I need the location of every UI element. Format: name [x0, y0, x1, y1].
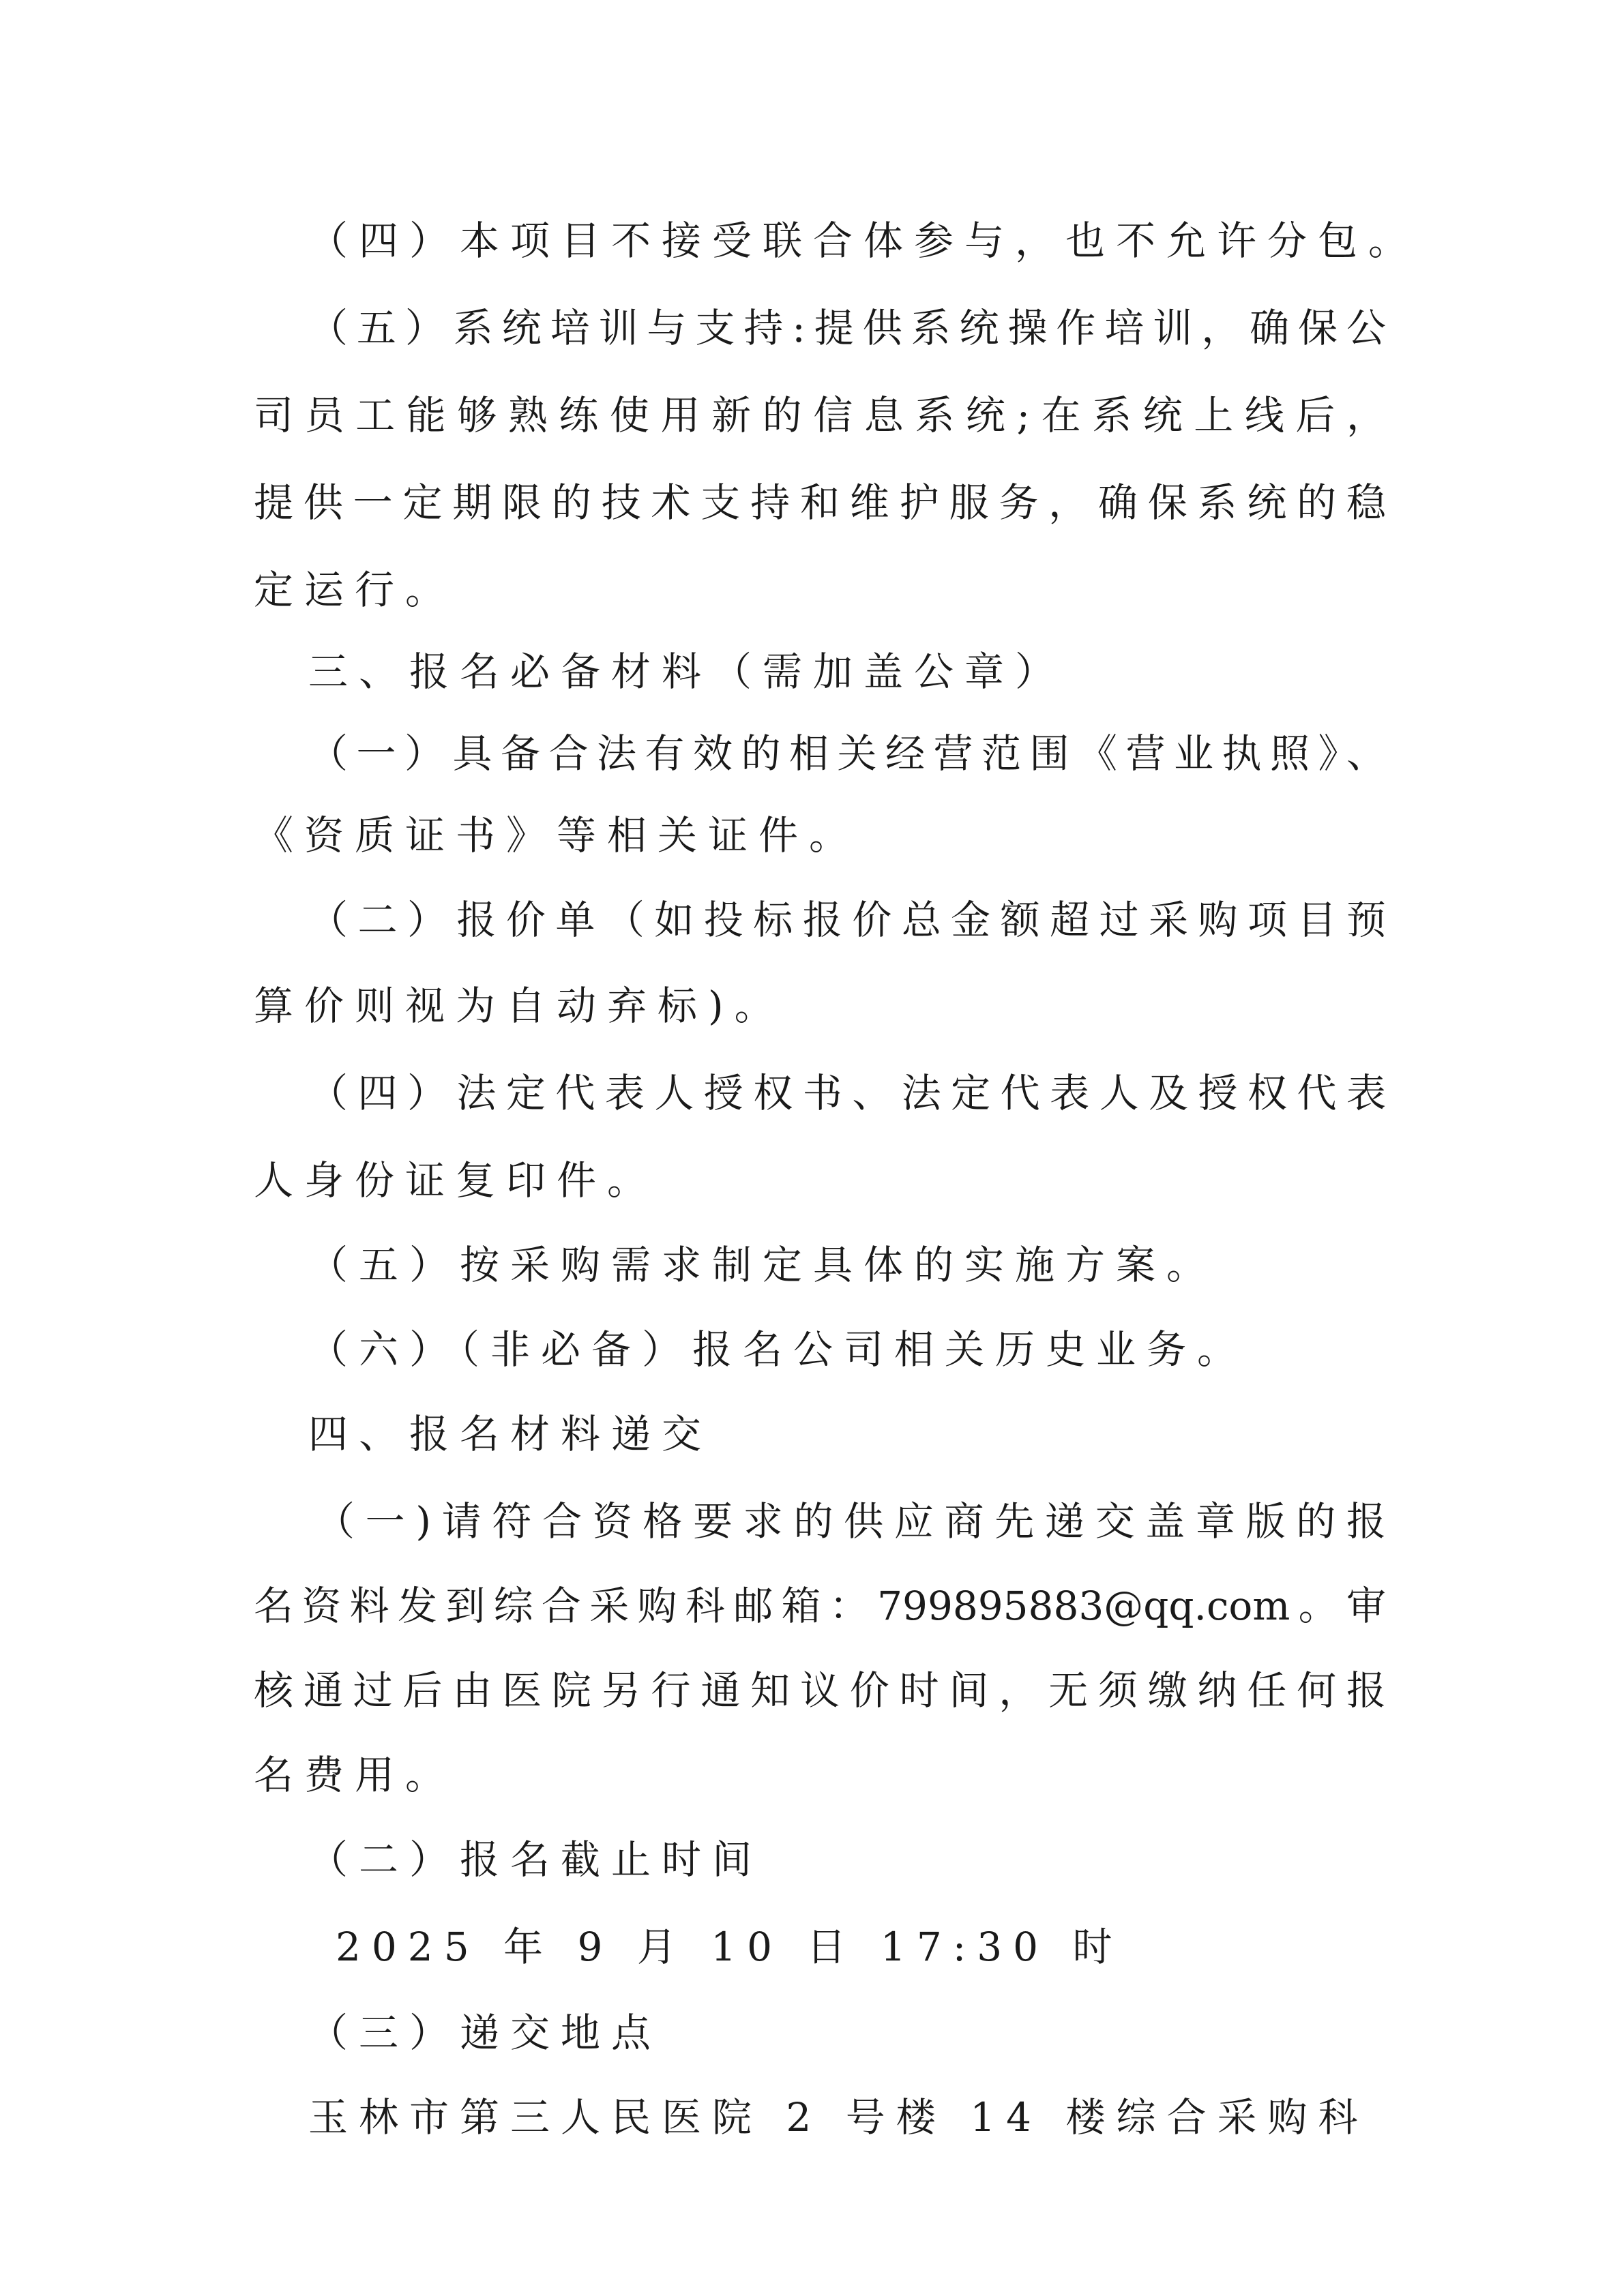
- paragraph-line-18: 核通过后由医院另行通知议价时间，无须缴纳任何报: [254, 1667, 1386, 1714]
- section-heading-3: 三、报名必备材料（需加盖公章）: [308, 648, 1066, 695]
- paragraph-line-17: 名资料发到综合采购科邮箱：799895883@qq.com。审: [254, 1583, 1386, 1629]
- paragraph-line-2: （五）系统培训与支持:提供系统操作培训，确保公: [308, 305, 1386, 351]
- paragraph-line-3: 司员工能够熟练使用新的信息系统;在系统上线后，: [254, 392, 1386, 438]
- paragraph-line-4: 提供一定期限的技术支持和维护服务，确保系统的稳: [254, 479, 1386, 526]
- deadline-text: 2025 年 9 月 10 日 17:30 时: [336, 1924, 1123, 1970]
- paragraph-line-16: （一)请符合资格要求的供应商先递交盖章版的报: [315, 1498, 1386, 1545]
- paragraph-line-13: （五）按采购需求制定具体的实施方案。: [308, 1242, 1217, 1288]
- paragraph-line-14: （六）（非必备）报名公司相关历史业务。: [308, 1326, 1248, 1373]
- paragraph-line-5: 定运行。: [254, 567, 456, 613]
- paragraph-line-12: 人身份证复印件。: [254, 1157, 658, 1204]
- section-heading-4: 四、报名材料递交: [308, 1411, 713, 1457]
- paragraph-line-22: （三）递交地点: [308, 2010, 662, 2056]
- paragraph-line-7: （一）具备合法有效的相关经营范围《营业执照》、: [308, 730, 1386, 777]
- paragraph-line-9: （二）报价单（如投标报价总金额超过采购项目预: [308, 897, 1386, 943]
- paragraph-line-10: 算价则视为自动弃标)。: [254, 983, 785, 1029]
- paragraph-line-11: （四）法定代表人授权书、法定代表人及授权代表: [308, 1070, 1386, 1116]
- paragraph-line-19: 名费用。: [254, 1752, 456, 1798]
- paragraph-line-20: （二）报名截止时间: [308, 1836, 763, 1883]
- delivery-location: 玉林市第三人民医院 2 号楼 14 楼综合采购科: [308, 2094, 1369, 2141]
- paragraph-line-1: （四）本项目不接受联合体参与，也不允许分包。: [308, 218, 1419, 264]
- paragraph-line-8: 《资质证书》等相关证件。: [254, 812, 860, 859]
